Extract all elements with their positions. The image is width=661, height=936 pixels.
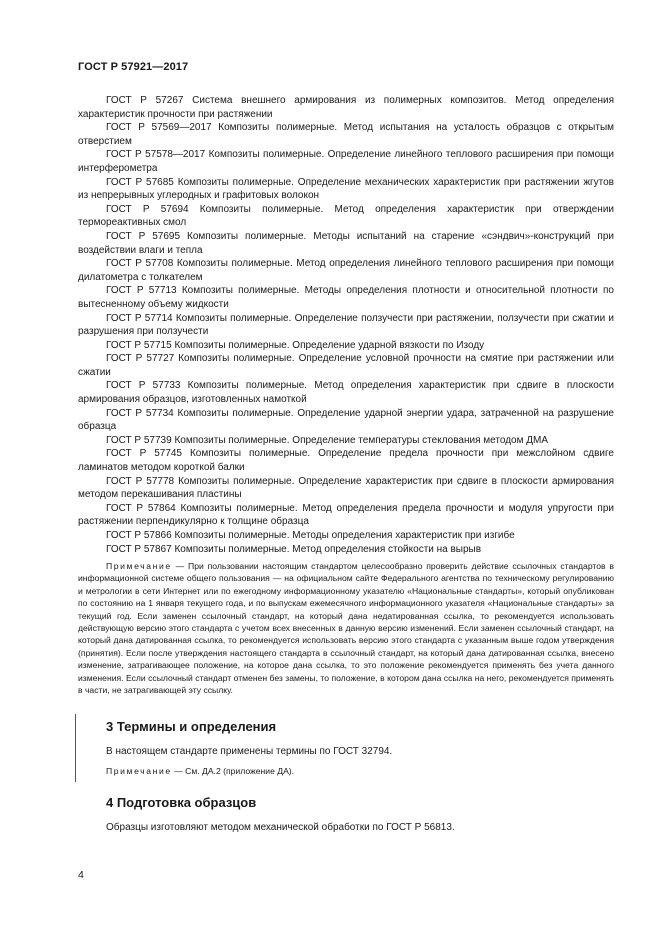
reference-item: ГОСТ Р 57569—2017 Композиты полимерные. Метод испытания на усталость образцов с открытым отверстием	[78, 122, 614, 147]
reference-item: ГОСТ Р 57727 Композиты полимерные. Определение условной прочности на смятие при растяжении или сжатии	[78, 353, 614, 378]
section-3-body: В настоящем стандарте применены термины по ГОСТ 32794.	[106, 746, 393, 757]
reference-item: ГОСТ Р 57714 Композиты полимерные. Определение ползучести при растяжении, ползучести при сжатии и разрушения при ползучести	[78, 312, 614, 338]
note-text: — См. ДА.2 (приложение ДА).	[171, 766, 295, 776]
page-number: 4	[78, 869, 84, 881]
reference-item: ГОСТ Р 57867 Композиты полимерные. Метод определения стойкости на вырыв	[106, 543, 482, 555]
references-list	[78, 94, 614, 556]
reference-item: ГОСТ Р 57864 Композиты полимерные. Метод определения предела прочности и модуля упругости при растяжении перпендикулярно к толщине образца	[78, 502, 614, 528]
note-paragraph	[78, 560, 614, 696]
section-4-body: Образцы изготовляют методом механической обработки по ГОСТ Р 56813.	[106, 822, 455, 833]
reference-item: ГОСТ Р 57694 Композиты полимерные. Метод определения характеристик при отверждении термореактивных смол	[78, 203, 614, 229]
note-label: Примечание	[106, 561, 172, 571]
reference-item: ГОСТ Р 57685 Композиты полимерные. Определение механических характеристик при растяжении жгутов из непрерывных углеродных и графитовых волокон	[78, 176, 614, 202]
section-4	[78, 795, 614, 833]
reference-item: ГОСТ Р 57708 Композиты полимерные. Метод определения линейного теплового расширения при помощи дилатометра с толкателем	[78, 258, 614, 283]
reference-item: ГОСТ Р 57866 Композиты полимерные. Методы определения характеристик при изгибе	[106, 530, 515, 541]
reference-item: ГОСТ Р 57733 Композиты полимерные. Метод определения характеристик при сдвиге в плоскости армирования образцов, изготовленных намоткой	[78, 380, 614, 406]
reference-item: ГОСТ Р 57695 Композиты полимерные. Методы испытаний на старение «сэндвич»-конструкций при воздействии влаги и тепла	[78, 230, 614, 256]
section-3-note	[106, 766, 614, 776]
section-3-title: 3 Термины и определения	[106, 719, 277, 734]
note-text: — При пользовании настоящим стандартом целесообразно проверить действие ссылочных стандартов в информационной системе общего пользования — на официальном сайте Федерального агентства по техническому регулированию и метрологии в сети Интернет или по ежегодному информационному указателю «Национальные стандарты», который опубликован по состоянию на 1 января текущего года, и по выпускам ежемесячного информационного указателя «Национальные стандарты» за текущий год. Если заменен ссылочный стандарт, на который дана недатированная ссылка, то рекомендуется использовать действующую версию этого стандарта с учетом всех внесенных в данную версию изменений. Если заменен ссылочный стандарт, на который дана датированная ссылка, то рекомендуется использовать версию этого стандарта с указанным выше годом утверждения (принятия). Если после утверждения настоящего стандарта в ссылочный стандарт, на который дана датированная ссылка, внесено изменение, затрагивающее положение, на которое дана ссылка, то это положение рекомендуется применять без учета данного изменения. Если ссылочный стандарт отменен без замены, то положение, в котором дана ссылка на него, рекомендуется применять в части, не затрагивающей эту ссылку.	[78, 561, 614, 696]
reference-item: ГОСТ Р 57713 Композиты полимерные. Методы определения плотности и относительной плотности по вытесненному объему жидкости	[78, 285, 614, 310]
reference-item: ГОСТ Р 57267 Система внешнего армирования из полимерных композитов. Метод определения характеристик прочности при растяжении	[78, 95, 614, 120]
section-3	[78, 719, 614, 776]
note-label: Примечание	[106, 766, 172, 776]
change-bar	[75, 714, 76, 782]
reference-item: ГОСТ Р 57739 Композиты полимерные. Определение температуры стеклования методом ДМА	[106, 434, 549, 446]
section-4-title: 4 Подготовка образцов	[106, 795, 257, 810]
reference-item: ГОСТ Р 57745 Композиты полимерные. Определение предела прочности при межслойном сдвиге ламинатов методом короткой балки	[78, 448, 614, 474]
reference-item: ГОСТ Р 57578—2017 Композиты полимерные. Определение линейного теплового расширения при помощи интерферометра	[78, 149, 614, 174]
reference-item: ГОСТ Р 57778 Композиты полимерные. Определение характеристик при сдвиге в плоскости армирования методом перекашивания пластины	[78, 475, 614, 501]
document-header: ГОСТ Р 57921—2017	[78, 61, 189, 73]
reference-item: ГОСТ Р 57734 Композиты полимерные. Определение ударной энергии удара, затраченной на разрушение образца	[78, 407, 614, 433]
references-note	[78, 560, 614, 696]
reference-item: ГОСТ Р 57715 Композиты полимерные. Определение ударной вязкости по Изоду	[106, 339, 485, 351]
